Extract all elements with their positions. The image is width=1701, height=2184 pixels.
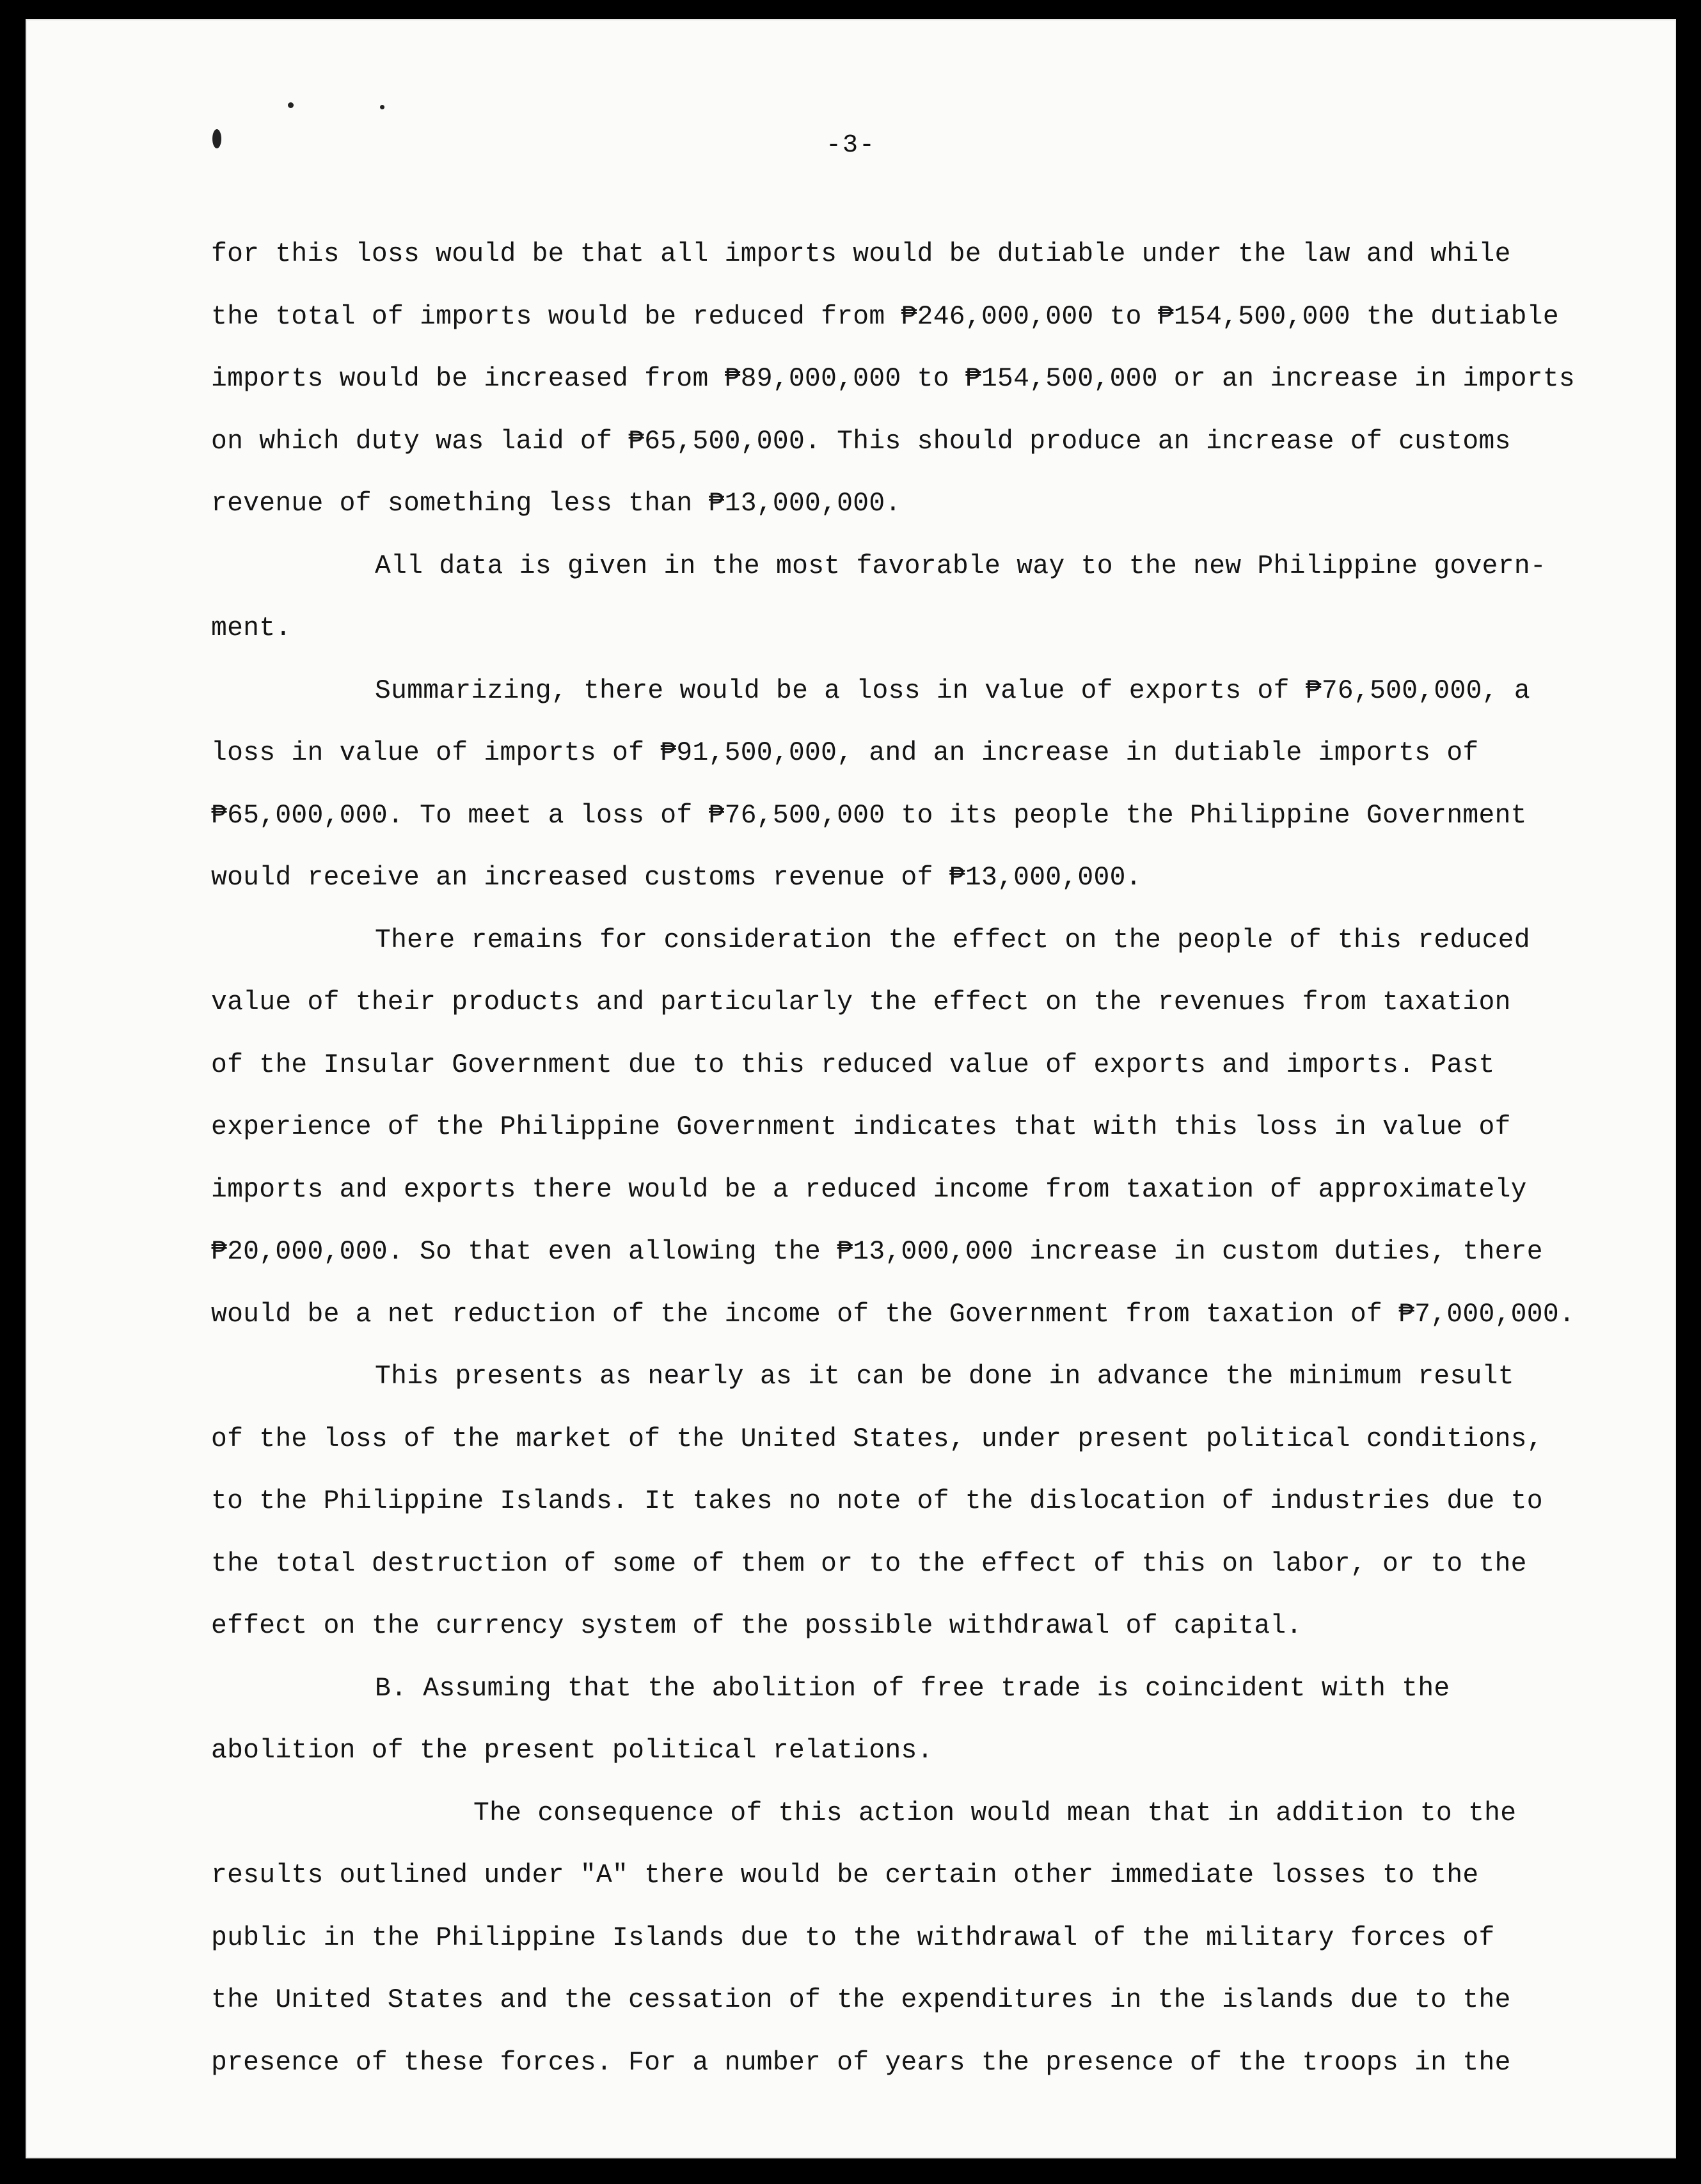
text-line: public in the Philippine Islands due to the withdrawal of the military forces of (211, 1923, 1495, 1953)
text-line: for this loss would be that all imports would be dutiable under the law and while (211, 240, 1511, 269)
text-line: There remains for consideration the effect on the people of this reduced (375, 925, 1530, 955)
text-line: of the Insular Government due to this reduced value of exports and imports. Past (211, 1050, 1495, 1080)
text-line: imports would be increased from ₱89,000,000 to ₱154,500,000 or an increase in imports (211, 365, 1575, 394)
text-line: the total destruction of some of them or to the effect of this on labor, or to the (211, 1549, 1527, 1579)
document-page (26, 19, 1676, 2158)
text-line: experience of the Philippine Government indicates that with this loss in value of (211, 1113, 1511, 1142)
text-line: All data is given in the most favorable way to the new Philippine govern- (375, 551, 1546, 581)
text-line: B. Assuming that the abolition of free trade is coincident with the (375, 1674, 1450, 1704)
text-line: the United States and the cessation of the expenditures in the islands due to the (211, 1986, 1511, 2015)
text-line: ment. (211, 614, 292, 643)
text-line: This presents as nearly as it can be done in advance the minimum result (375, 1362, 1514, 1392)
text-line: revenue of something less than ₱13,000,000. (211, 489, 901, 519)
text-line: The consequence of this action would mean that in addition to the (473, 1798, 1517, 1828)
text-line: abolition of the present political relations. (211, 1736, 933, 1766)
text-line: loss in value of imports of ₱91,500,000, and an increase in dutiable imports of (211, 739, 1479, 768)
text-line: on which duty was laid of ₱65,500,000. This should produce an increase of customs (211, 427, 1511, 457)
text-line: ₱20,000,000. So that even allowing the ₱13,000,000 increase in custom duties, there (211, 1237, 1543, 1267)
ink-speck (380, 105, 384, 109)
text-line: Summarizing, there would be a loss in value of exports of ₱76,500,000, a (375, 676, 1530, 706)
ink-speck (288, 102, 294, 108)
text-line: of the loss of the market of the United States, under present political conditions, (211, 1424, 1543, 1454)
text-line: would be a net reduction of the income of the Government from taxation of ₱7,000,000. (211, 1300, 1575, 1330)
text-line: results outlined under "A" there would be certain other immediate losses to the (211, 1861, 1479, 1890)
text-line: the total of imports would be reduced from ₱246,000,000 to ₱154,500,000 the dutiable (211, 302, 1559, 332)
text-line: ₱65,000,000. To meet a loss of ₱76,500,000 to its people the Philippine Government (211, 801, 1527, 831)
text-line: effect on the currency system of the possible withdrawal of capital. (211, 1612, 1302, 1641)
text-line: imports and exports there would be a reduced income from taxation of approximately (211, 1175, 1527, 1205)
text-line: presence of these forces. For a number of years the presence of the troops in the (211, 2048, 1511, 2078)
text-line: value of their products and particularly the effect on the revenues from taxation (211, 988, 1511, 1017)
page-number: -3- (825, 131, 876, 160)
document-body (211, 224, 1625, 2094)
text-line: to the Philippine Islands. It takes no note of the dislocation of industries due to (211, 1487, 1543, 1516)
text-line: would receive an increased customs revenue of ₱13,000,000. (211, 863, 1142, 893)
